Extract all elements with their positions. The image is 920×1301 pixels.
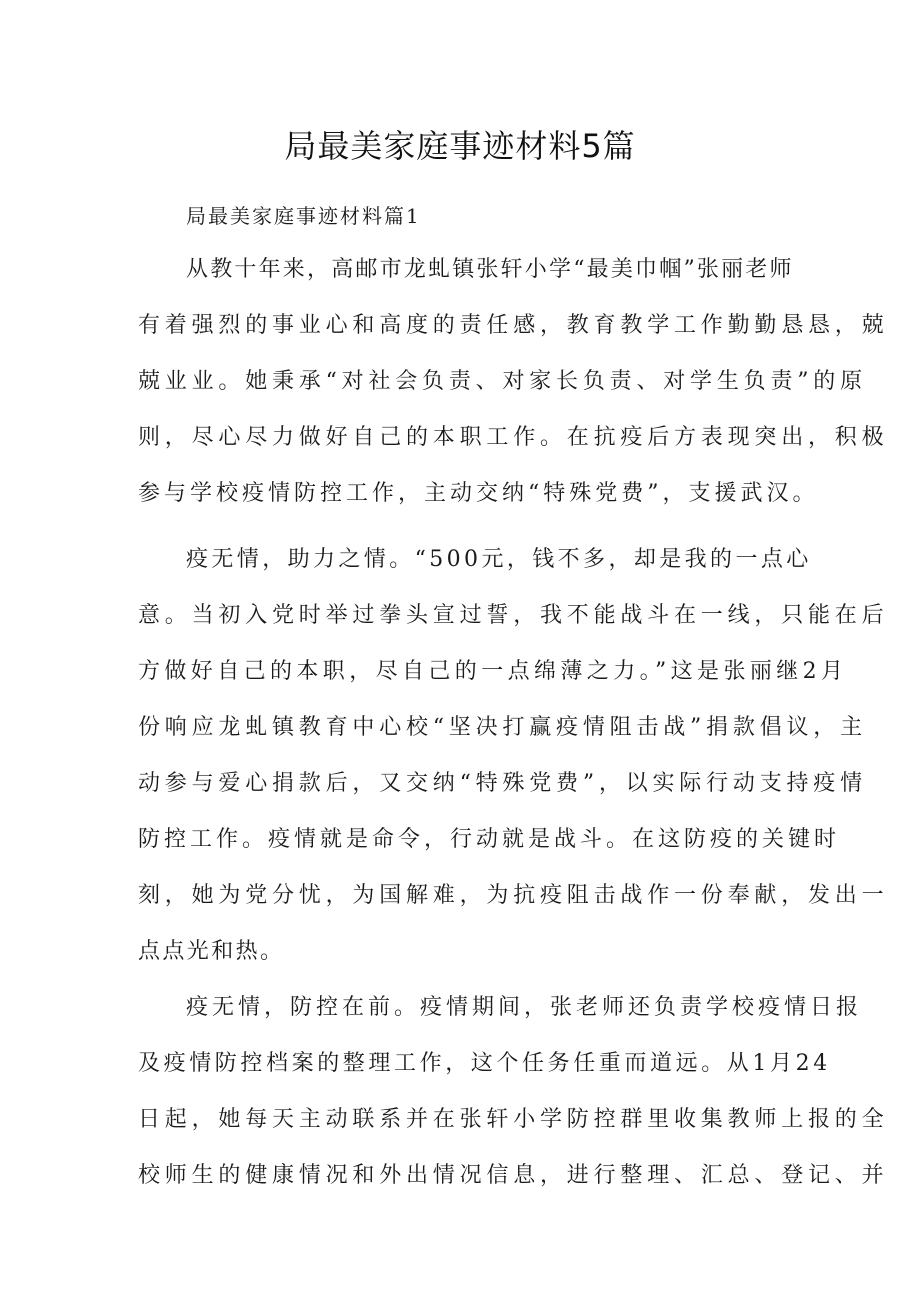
- body-line-15: 及疫情防控档案的整理工作，这个任务任重而道远。从1月24: [138, 1051, 831, 1076]
- document-title: 局最美家庭事迹材料5篇: [284, 127, 636, 165]
- body-line-4: 则，尽心尽力做好自己的本职工作。在抗疫后方表现突出，积极: [138, 425, 889, 450]
- body-line-17: 校师生的健康情况和外出情况信息，进行整理、汇总、登记、并: [138, 1163, 889, 1188]
- body-line-10: 动参与爱心捐款后，又交纳“特殊党费”，以实际行动支持疫情: [138, 771, 867, 796]
- body-line-16: 日起，她每天主动联系并在张轩小学防控群里收集教师上报的全: [138, 1107, 889, 1132]
- body-line-11: 防控工作。疫情就是命令，行动就是战斗。在这防疫的关键时: [138, 827, 841, 852]
- body-line-8: 方做好自己的本职，尽自己的一点绵薄之力。”这是张丽继2月: [138, 659, 848, 684]
- body-line-7: 意。当初入党时举过拳头宣过誓，我不能战斗在一线，只能在后: [138, 603, 889, 628]
- body-line-1: 从教十年来，高邮市龙虬镇张轩小学“最美巾帼”张丽老师: [186, 257, 794, 282]
- body-line-12: 刻，她为党分忧，为国解难，为抗疫阻击战作一份奉献，发出一: [138, 883, 889, 908]
- body-line-14: 疫无情，防控在前。疫情期间，张老师还负责学校疫情日报: [186, 995, 863, 1020]
- body-line-2: 有着强烈的事业心和高度的责任感，教育教学工作勤勤恳恳，兢: [138, 313, 889, 338]
- section-heading: 局最美家庭事迹材料篇1: [186, 204, 421, 228]
- body-line-5: 参与学校疫情防控工作，主动交纳“特殊党费”，支援武汉。: [138, 481, 819, 506]
- body-line-13: 点点光和热。: [138, 939, 285, 964]
- body-line-6: 疫无情，助力之情。“500元，钱不多，却是我的一点心: [186, 547, 812, 572]
- body-line-3: 兢业业。她秉承“对社会负责、对家长负责、对学生负责”的原: [138, 369, 867, 394]
- body-line-9: 份响应龙虬镇教育中心校“坚决打赢疫情阻击战”捐款倡议，主: [138, 715, 867, 740]
